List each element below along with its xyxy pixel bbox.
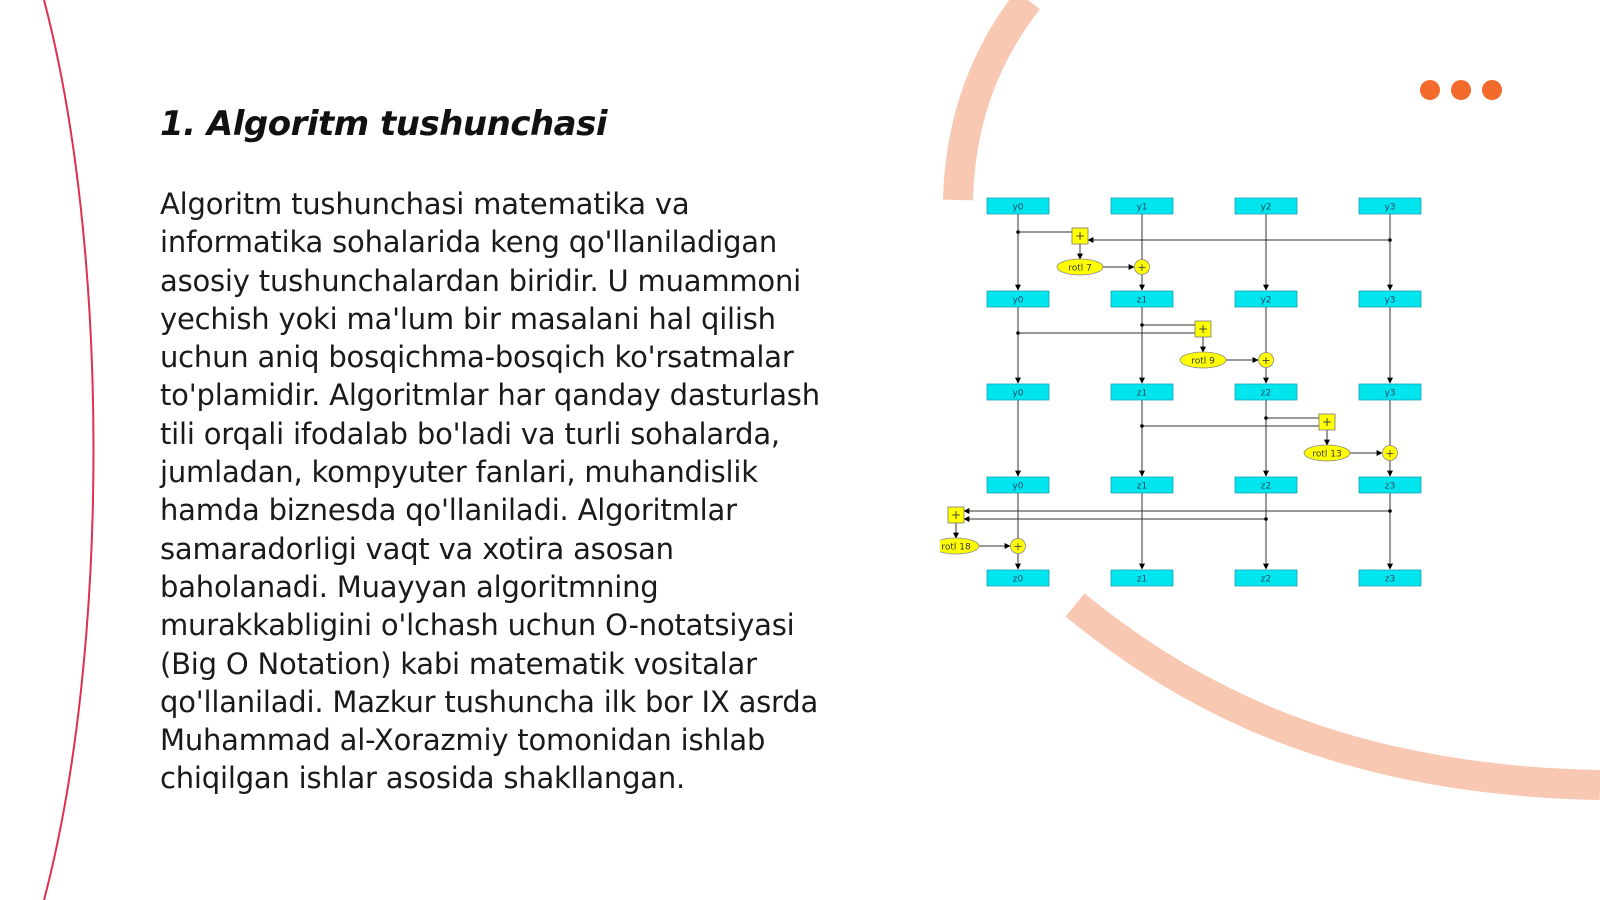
variable-box xyxy=(987,477,1049,493)
background-arc xyxy=(1075,605,1600,785)
left-accent-line xyxy=(44,0,94,900)
variable-box xyxy=(1235,291,1297,307)
variable-label: z3 xyxy=(1384,481,1396,492)
rotate-label: rotl 7 xyxy=(1068,263,1092,274)
variable-label: z1 xyxy=(1136,574,1148,585)
variable-label: y0 xyxy=(1012,388,1024,399)
variable-box xyxy=(987,384,1049,400)
variable-label: z1 xyxy=(1136,295,1148,306)
slide-title: 1. Algoritm tushunchasi xyxy=(160,104,608,144)
variable-box xyxy=(1359,570,1421,586)
add-symbol: + xyxy=(1197,322,1209,336)
xor-node xyxy=(1383,446,1398,461)
rotate-node xyxy=(1180,352,1226,368)
add-symbol: + xyxy=(1074,229,1086,243)
variable-box xyxy=(1111,570,1173,586)
junction-dot xyxy=(1016,230,1020,234)
variable-label: z1 xyxy=(1136,481,1148,492)
variable-box xyxy=(1359,384,1421,400)
variable-label: z2 xyxy=(1260,481,1272,492)
variable-label: y0 xyxy=(1012,202,1024,213)
variable-label: y1 xyxy=(1136,202,1148,213)
variable-label: z2 xyxy=(1260,388,1272,399)
variable-box xyxy=(1111,291,1173,307)
xor-node xyxy=(1135,260,1150,275)
rotate-label: rotl 18 xyxy=(941,542,971,553)
slide-body-text: Algoritm tushunchasi matematika va informatika sohalarida keng qo'llaniladigan asosiy tushunchalardan biridir. U muammoni yechish yoki ma'lum bir masalani hal qilish uchun aniq bosqichma-bosqich ko'rsatmalar to'plamidir. Algoritmlar har qanday dasturlash tili orqali ifodalab bo'ladi va turli sohalarda, jumladan, kompyuter fanlari, muhandislik hamda biznesda qo'llaniladi. Algoritmlar samaradorligi vaqt va xotira asosan baholanadi. Muayyan algoritmning murakkabligini o'lchash uchun O-notatsiyasi (Big O Notation) kabi matematik vositalar qo'llaniladi. Mazkur tushuncha ilk bor IX asrda Muhammad al-Xorazmiy tomonidan ishlab chiqilgan ishlar asosida shakllangan. xyxy=(160,187,820,796)
variable-box xyxy=(1359,198,1421,214)
variable-box xyxy=(1235,198,1297,214)
variable-box xyxy=(1235,570,1297,586)
variable-label: y0 xyxy=(1012,295,1024,306)
variable-label: y0 xyxy=(1012,481,1024,492)
add-box xyxy=(1195,321,1211,337)
variable-label: z2 xyxy=(1260,574,1272,585)
variable-box xyxy=(987,291,1049,307)
variable-box xyxy=(987,570,1049,586)
background-arc xyxy=(958,0,1028,200)
xor-symbol: + xyxy=(1137,261,1147,274)
add-box xyxy=(1319,414,1335,430)
dot xyxy=(1482,80,1502,100)
dot xyxy=(1451,80,1471,100)
xor-node xyxy=(1259,353,1274,368)
variable-label: z3 xyxy=(1384,574,1396,585)
xor-symbol: + xyxy=(1013,540,1023,553)
junction-dot xyxy=(1388,238,1392,242)
variable-label: y3 xyxy=(1384,388,1396,399)
variable-box xyxy=(1111,384,1173,400)
menu-dots-icon xyxy=(1420,80,1502,100)
variable-label: y3 xyxy=(1384,295,1396,306)
variable-box xyxy=(987,198,1049,214)
variable-box xyxy=(1111,477,1173,493)
rotate-node xyxy=(940,538,979,554)
rotate-node xyxy=(1304,445,1350,461)
add-box xyxy=(1072,228,1088,244)
variable-label: y2 xyxy=(1260,202,1272,213)
xor-symbol: + xyxy=(1261,354,1271,367)
rotate-label: rotl 9 xyxy=(1191,356,1215,367)
junction-dot xyxy=(1140,424,1144,428)
xor-node xyxy=(1011,539,1026,554)
variable-label: z1 xyxy=(1136,388,1148,399)
dot xyxy=(1420,80,1440,100)
junction-dot xyxy=(1016,331,1020,335)
add-symbol: + xyxy=(950,508,962,522)
variable-box xyxy=(1235,477,1297,493)
junction-dot xyxy=(1264,517,1268,521)
variable-box xyxy=(1359,477,1421,493)
rotate-node xyxy=(1057,259,1103,275)
junction-dot xyxy=(1140,323,1144,327)
junction-dot xyxy=(1264,416,1268,420)
add-box xyxy=(948,507,964,523)
xor-symbol: + xyxy=(1385,447,1395,460)
variable-label: z0 xyxy=(1012,574,1024,585)
junction-dot xyxy=(1388,509,1392,513)
rotate-label: rotl 13 xyxy=(1312,449,1342,460)
add-symbol: + xyxy=(1321,415,1333,429)
variable-box xyxy=(1359,291,1421,307)
variable-label: y3 xyxy=(1384,202,1396,213)
salsa20-quarter-round-diagram xyxy=(940,190,1500,600)
variable-box xyxy=(1111,198,1173,214)
variable-label: y2 xyxy=(1260,295,1272,306)
variable-box xyxy=(1235,384,1297,400)
